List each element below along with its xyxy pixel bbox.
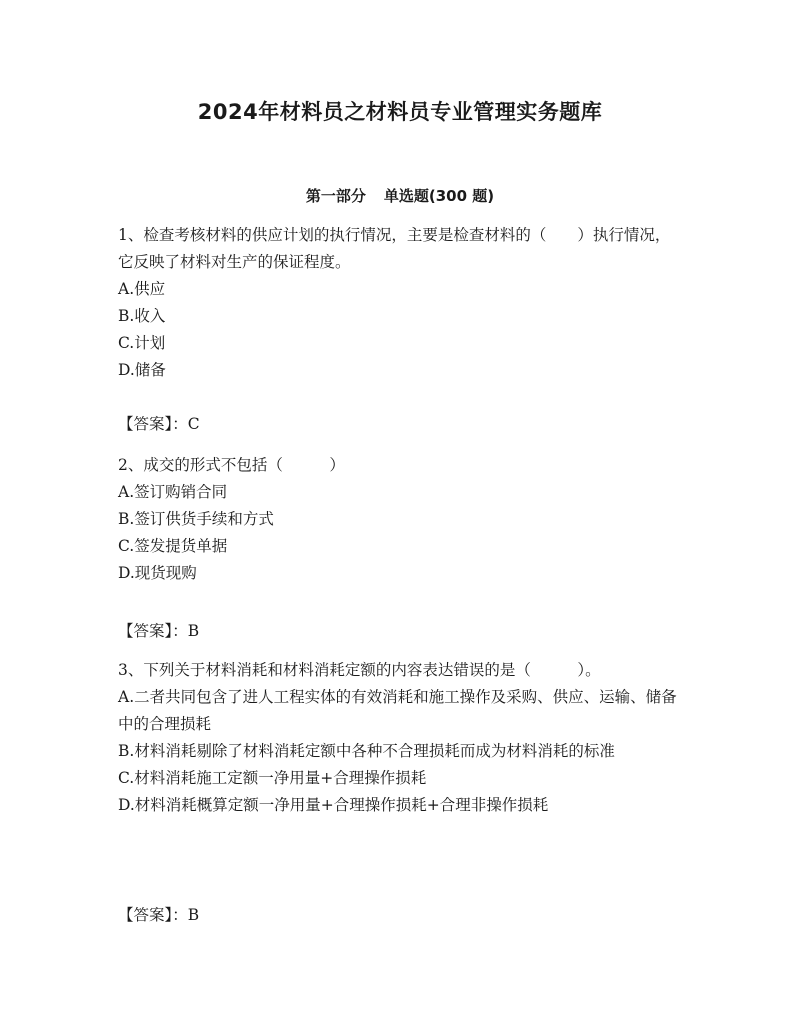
option-b: B.签订供货手续和方式 [118, 510, 274, 528]
answer-value: B [187, 906, 200, 924]
option-b: B.材料消耗剔除了材料消耗定额中各种不合理损耗而成为材料消耗的标准 [118, 742, 615, 760]
question-stem: 2、成交的形式不包括（ ） [118, 456, 345, 474]
answer-3 [118, 902, 199, 929]
answer-value: B [187, 622, 200, 640]
option-a: A.签订购销合同 [118, 483, 228, 501]
question-1 [118, 222, 678, 384]
answer-label: 【答案】： [118, 415, 188, 433]
section-subtitle: 单选题(300 题) [383, 187, 495, 205]
question-3 [118, 657, 678, 819]
question-stem: 1、检查考核材料的供应计划的执行情况，主要是检查材料的（ ）执行情况，它反映了材料对生产的保证程度。 [118, 226, 671, 271]
option-c: C.计划 [118, 334, 166, 352]
option-d: D.材料消耗概算定额一净用量+合理操作损耗+合理非操作损耗 [118, 796, 549, 814]
option-c: C.签发提货单据 [118, 537, 228, 555]
question-stem: 3、下列关于材料消耗和材料消耗定额的内容表达错误的是（ ）。 [118, 661, 601, 679]
section-name: 第一部分 [305, 187, 366, 205]
option-b: B.收入 [118, 307, 166, 325]
option-a: A.供应 [118, 280, 166, 298]
section-heading [0, 185, 800, 206]
answer-label: 【答案】： [118, 622, 188, 640]
option-d: D.储备 [118, 361, 166, 379]
answer-label: 【答案】： [118, 906, 188, 924]
document-title: 2024年材料员之材料员专业管理实务题库 [197, 100, 603, 124]
option-a: A.二者共同包含了进人工程实体的有效消耗和施工操作及采购、供应、运输、储备中的合理损耗 [118, 688, 677, 733]
answer-1 [118, 411, 200, 438]
answer-2 [118, 618, 199, 645]
question-2 [118, 452, 678, 587]
option-d: D.现货现购 [118, 564, 197, 582]
option-c: C.材料消耗施工定额一净用量+合理操作损耗 [118, 769, 427, 787]
answer-value: C [187, 415, 200, 433]
